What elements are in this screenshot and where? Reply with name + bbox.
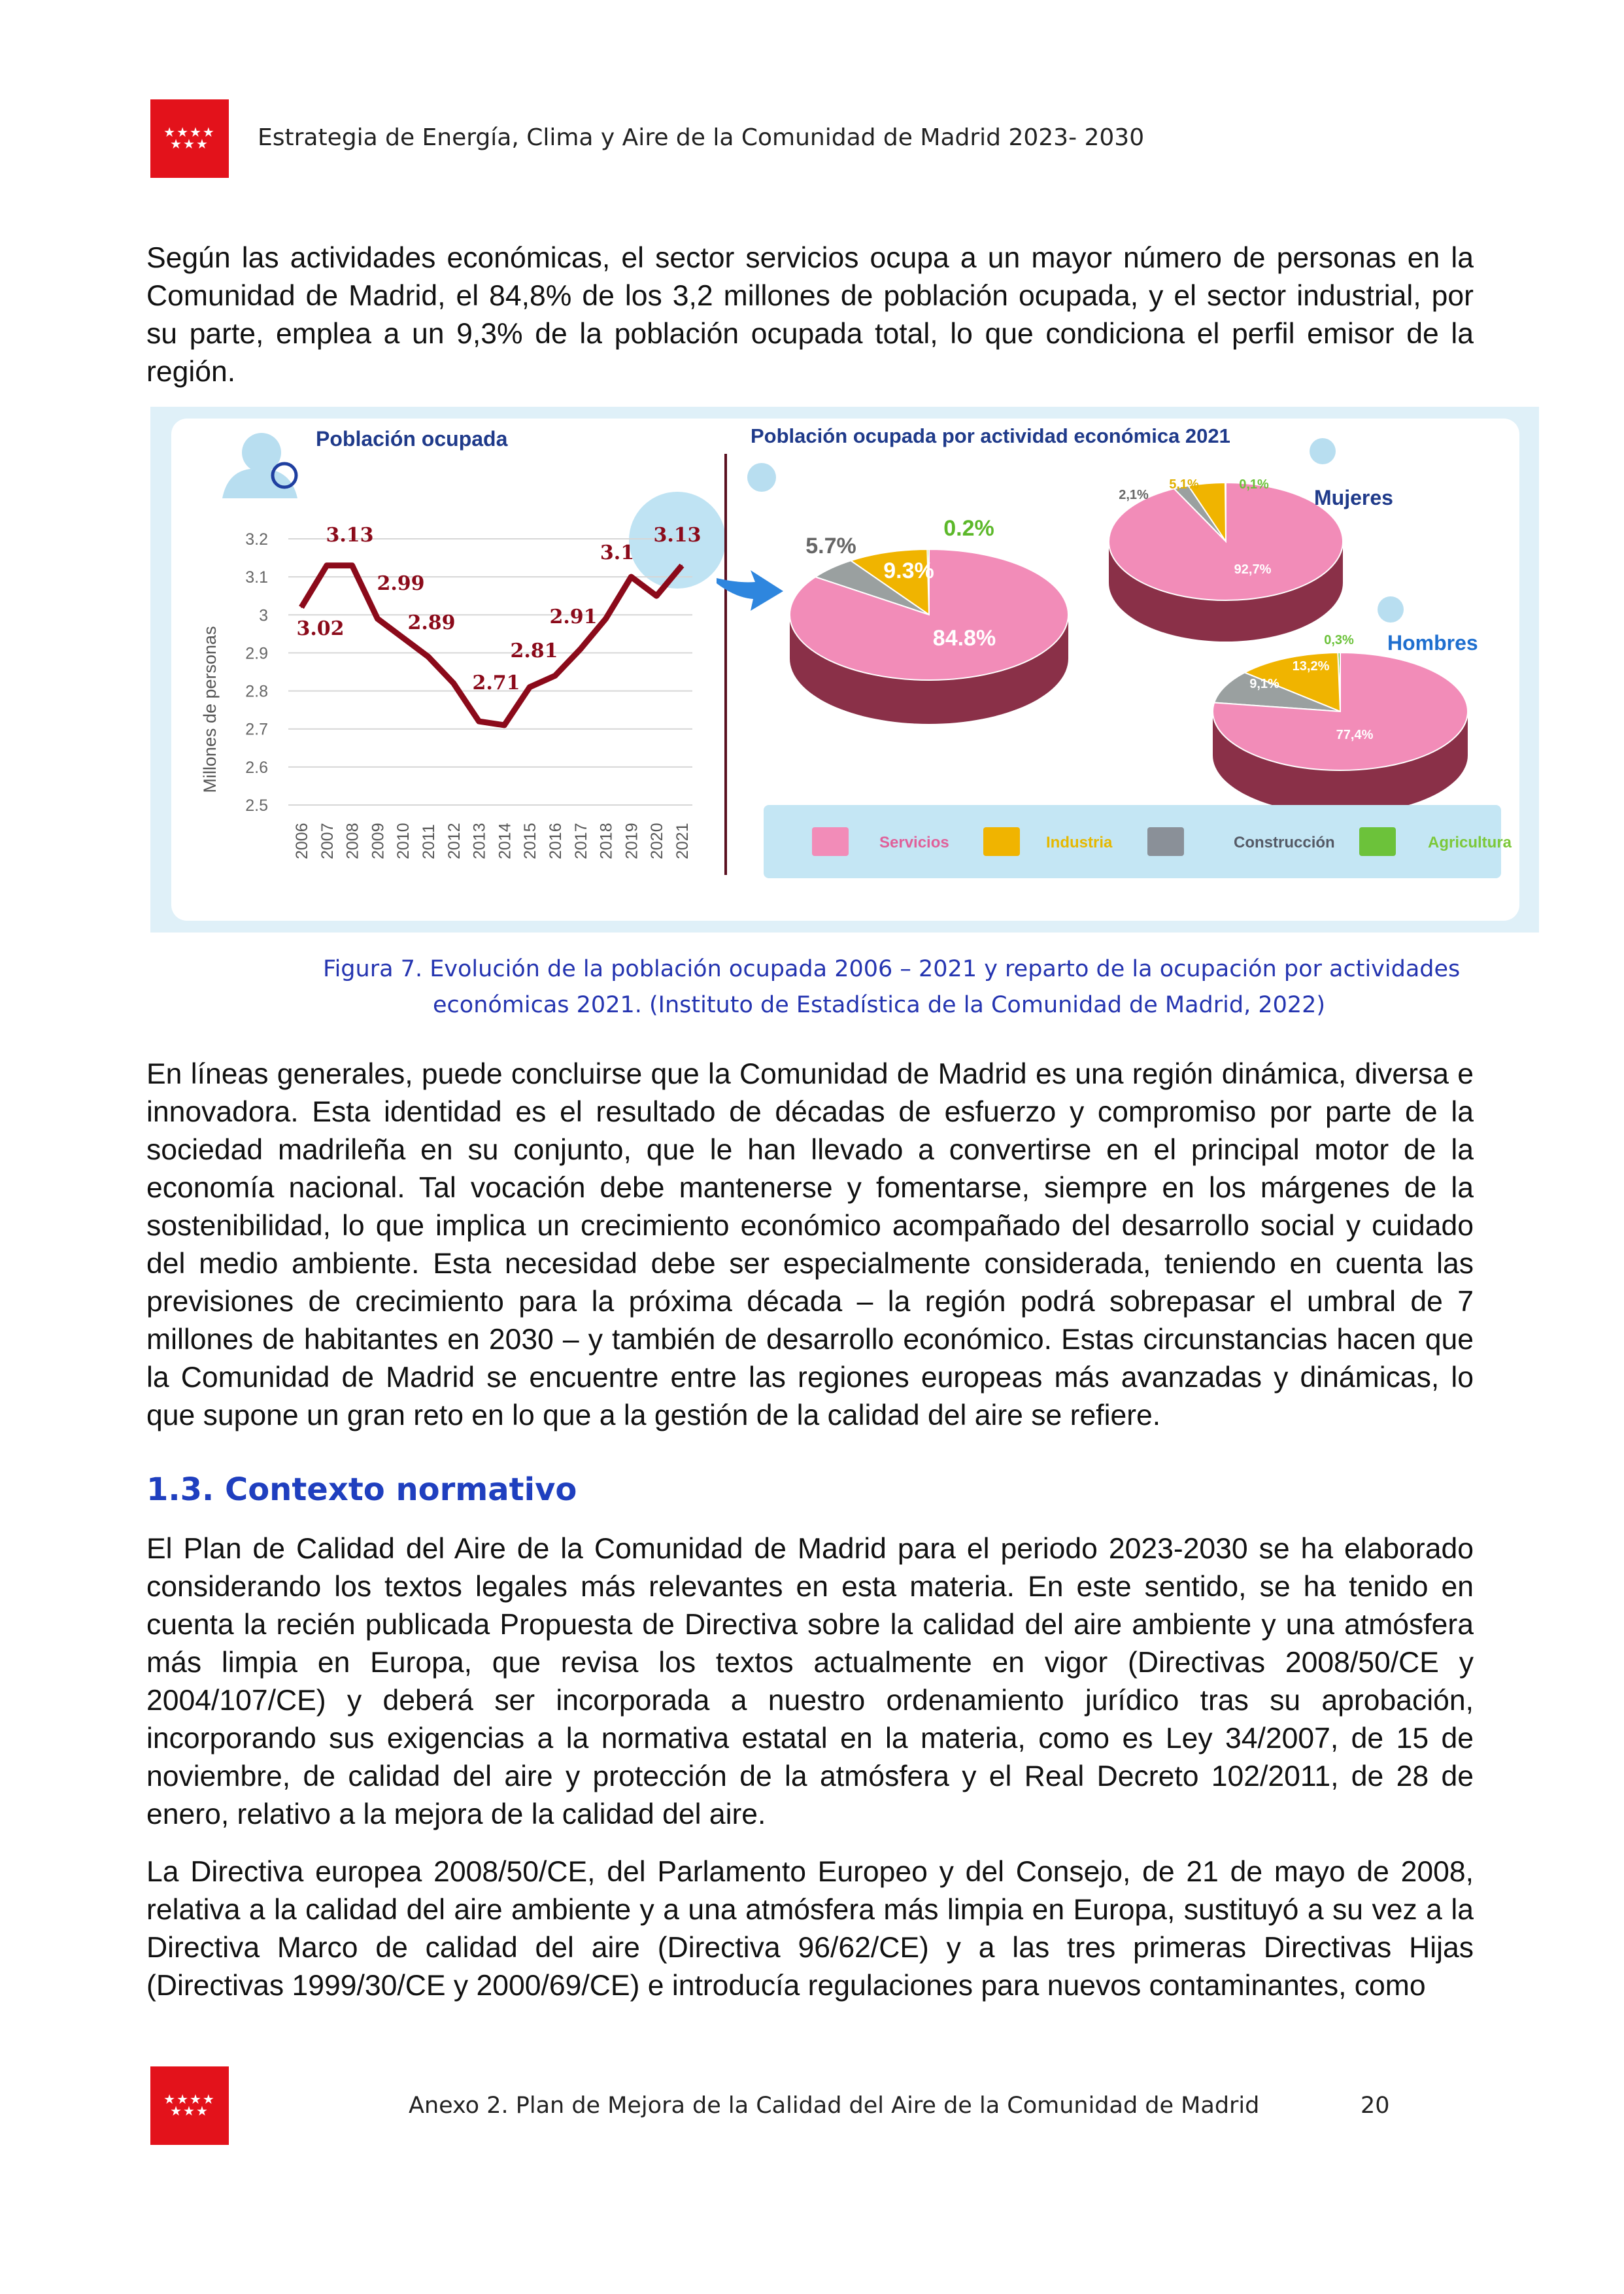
y-tick-label: 3 [259,606,268,625]
x-tick-label: 2014 [496,823,515,859]
data-point [402,637,403,638]
data-label: 2.91 [549,606,598,628]
data-point [630,576,632,577]
x-tick-label: 2012 [445,823,464,859]
pie-label: 77,4% [1336,728,1374,742]
x-tick-label: 2013 [470,823,489,859]
data-point [580,649,581,650]
data-label: 2.89 [407,611,456,634]
caption-line-2: económicas 2021. (Instituto de Estadística de la Comunidad de Madrid, 2022) [433,992,1326,1018]
pie-label: 0,1% [1239,477,1269,492]
man-icon [1378,596,1404,623]
data-point [428,656,429,657]
paragraph-1: Según las actividades económicas, el sector servicios ocupa a un mayor número de personas en la Comunidad de Madrid, el 84,8% de los 3,2 millones de población ocupada, y el sector industrial, por su parte, emplea a un 9,3% de la población ocupada total, lo que condiciona el perfil emisor de la región. [146,242,1474,388]
figure-caption [323,951,1467,1023]
x-tick-label: 2021 [673,823,692,859]
footer-text: Anexo 2. Plan de Mejora de la Calidad del Aire de la Comunidad de Madrid [409,2093,1260,2119]
x-tick-label: 2006 [293,823,311,859]
legend-label: Servicios [879,834,949,851]
footer-logo: ★★★★ ★★★ [150,2066,229,2145]
pie-label: 0,3% [1324,633,1354,647]
data-point [352,565,353,566]
legend-label: Construcción [1234,834,1335,851]
data-point [453,683,454,684]
paragraph-2: En líneas generales, puede concluirse que la Comunidad de Madrid es una región dinámica, diversa e innovadora. Esta identidad es el resultado de décadas de esfuerzo y compromiso por parte de la sociedad madrileña en su conjunto, que le han llevado a convertirse en el principal motor de la economía nacional. Tal vocación debe mantenerse y fomentarse, siempre en los márgenes de la sostenibilidad, lo que implica un crecimiento económico acompañado del desarrollo social y cuidado del medio ambiente. Esta necesidad debe ser especialmente considerada, teniendo en cuenta las previsiones de crecimiento para la próxima década – la región podrá sobrepasar el umbral de 7 millones de habitantes en 2030 – y también de desarrollo económico. Estas circunstancias hacen que la Comunidad de Madrid se encuentre entre las regiones europeas más avanzadas y dinámicas, lo que supone un gran reto en lo que a la gestión de la calidad del aire se refiere. [146,1058,1474,1431]
people-icon-small [747,463,776,492]
data-label: 2.81 [510,640,558,662]
comunidad-madrid-logo: ★★★★ ★★★ [150,99,229,178]
section-heading: 1.3. Contexto normativo [146,1471,577,1508]
x-tick-label: 2020 [648,823,667,859]
line-chart-title: Población ocupada [316,427,508,451]
legend-icon-agricultura [1359,827,1396,856]
x-tick-label: 2015 [521,823,540,859]
data-point [301,607,302,608]
y-tick-label: 2.6 [245,758,268,777]
legend-icon-construcción [1147,827,1184,856]
y-axis-title: Millones de personas [200,626,220,793]
pie-chart-title: Población ocupada por actividad económica 2021 [751,424,1230,447]
data-label: 3.13 [653,524,702,547]
y-tick-label: 3.2 [245,530,268,549]
legend-icon-servicios [812,827,849,856]
pie-label: 0.2% [943,516,994,541]
x-tick-label: 2018 [597,823,616,859]
x-tick-label: 2008 [343,823,362,859]
figure-svg [150,407,1539,933]
data-point [503,725,505,726]
pie-label: 13,2% [1292,659,1330,674]
data-point [479,721,480,722]
data-label: 3.02 [296,617,345,640]
data-point [554,675,556,676]
y-tick-label: 3.1 [245,568,268,587]
page-number: 20 [1361,2093,1390,2119]
y-tick-label: 2.9 [245,644,268,663]
header-title: Estrategia de Energía, Clima y Aire de la Comunidad de Madrid 2023- 2030 [258,124,1145,151]
paragraph-3: El Plan de Calidad del Aire de la Comunidad de Madrid para el periodo 2023-2030 se ha elaborado considerando los textos legales más relevantes en esta materia. En este sentido, se ha tenido en cuenta la recién publicada Propuesta de Directiva sobre la calidad del aire ambiente y una atmósfera más limpia en Europa, que revisa los textos actualmente en vigor (Directivas 2008/50/CE y 2004/107/CE) y deberá ser incorporada a nuestro ordenamiento jurídico tras su aprobación, incorporando sus exigencias a la normativa estatal en la materia, como es Ley 34/2007, de 15 de noviembre, de calidad del aire y protección de la atmósfera y el Real Decreto 102/2011, de 28 de enero, relativo a la mejora de la calidad del aire. [146,1533,1474,1830]
data-point [529,687,530,688]
x-tick-label: 2009 [369,823,388,859]
x-tick-label: 2019 [622,823,641,859]
x-tick-label: 2007 [318,823,337,859]
paragraph-4: La Directiva europea 2008/50/CE, del Parlamento Europeo y del Consejo, de 21 de mayo de 2008, relativa a la calidad del aire ambiente y a una atmósfera más limpia en Europa, sustituyó a su vez a la Directiva Marco de calidad del aire (Directiva 96/62/CE) y a las tres primeras Directivas Hijas (Directivas 1999/30/CE y 2000/69/CE) e introducía regulaciones para nuevos contaminantes, como [146,1856,1474,2002]
pie-label: 2,1% [1119,488,1149,502]
data-point [605,618,607,619]
data-label: 3.1 [600,541,635,564]
pie-label: 9,1% [1249,677,1279,691]
y-tick-label: 2.8 [245,682,268,701]
x-tick-label: 2016 [547,823,565,859]
woman-icon [1310,438,1336,464]
x-tick-label: 2011 [420,824,438,859]
caption-line-1: Figura 7. Evolución de la población ocupada 2006 – 2021 y reparto de la ocupación por actividades [323,956,1461,982]
data-point [377,618,378,619]
data-point [326,565,328,566]
pie-label: 5,1% [1169,477,1199,492]
data-label: 2.99 [377,572,425,595]
pie-label: 5.7% [805,534,856,558]
x-tick-label: 2017 [571,823,590,859]
pie-title-mujeres: Mujeres [1314,486,1393,509]
data-label: 2.71 [472,672,520,694]
y-tick-label: 2.7 [245,720,268,739]
data-label: 3.13 [326,524,374,547]
pie-label: 92,7% [1234,562,1272,577]
legend-icon-industria [983,827,1020,856]
data-point [681,565,683,566]
pie-label: 9.3% [883,558,934,583]
legend-label: Agricultura [1428,834,1512,851]
pie-title-hombres: Hombres [1387,631,1478,655]
figure-7 [150,407,1539,933]
pie-label: 84.8% [932,626,996,651]
legend-label: Industria [1046,834,1113,851]
y-tick-label: 2.5 [245,796,268,815]
x-tick-label: 2010 [394,823,413,859]
data-point [656,595,657,596]
